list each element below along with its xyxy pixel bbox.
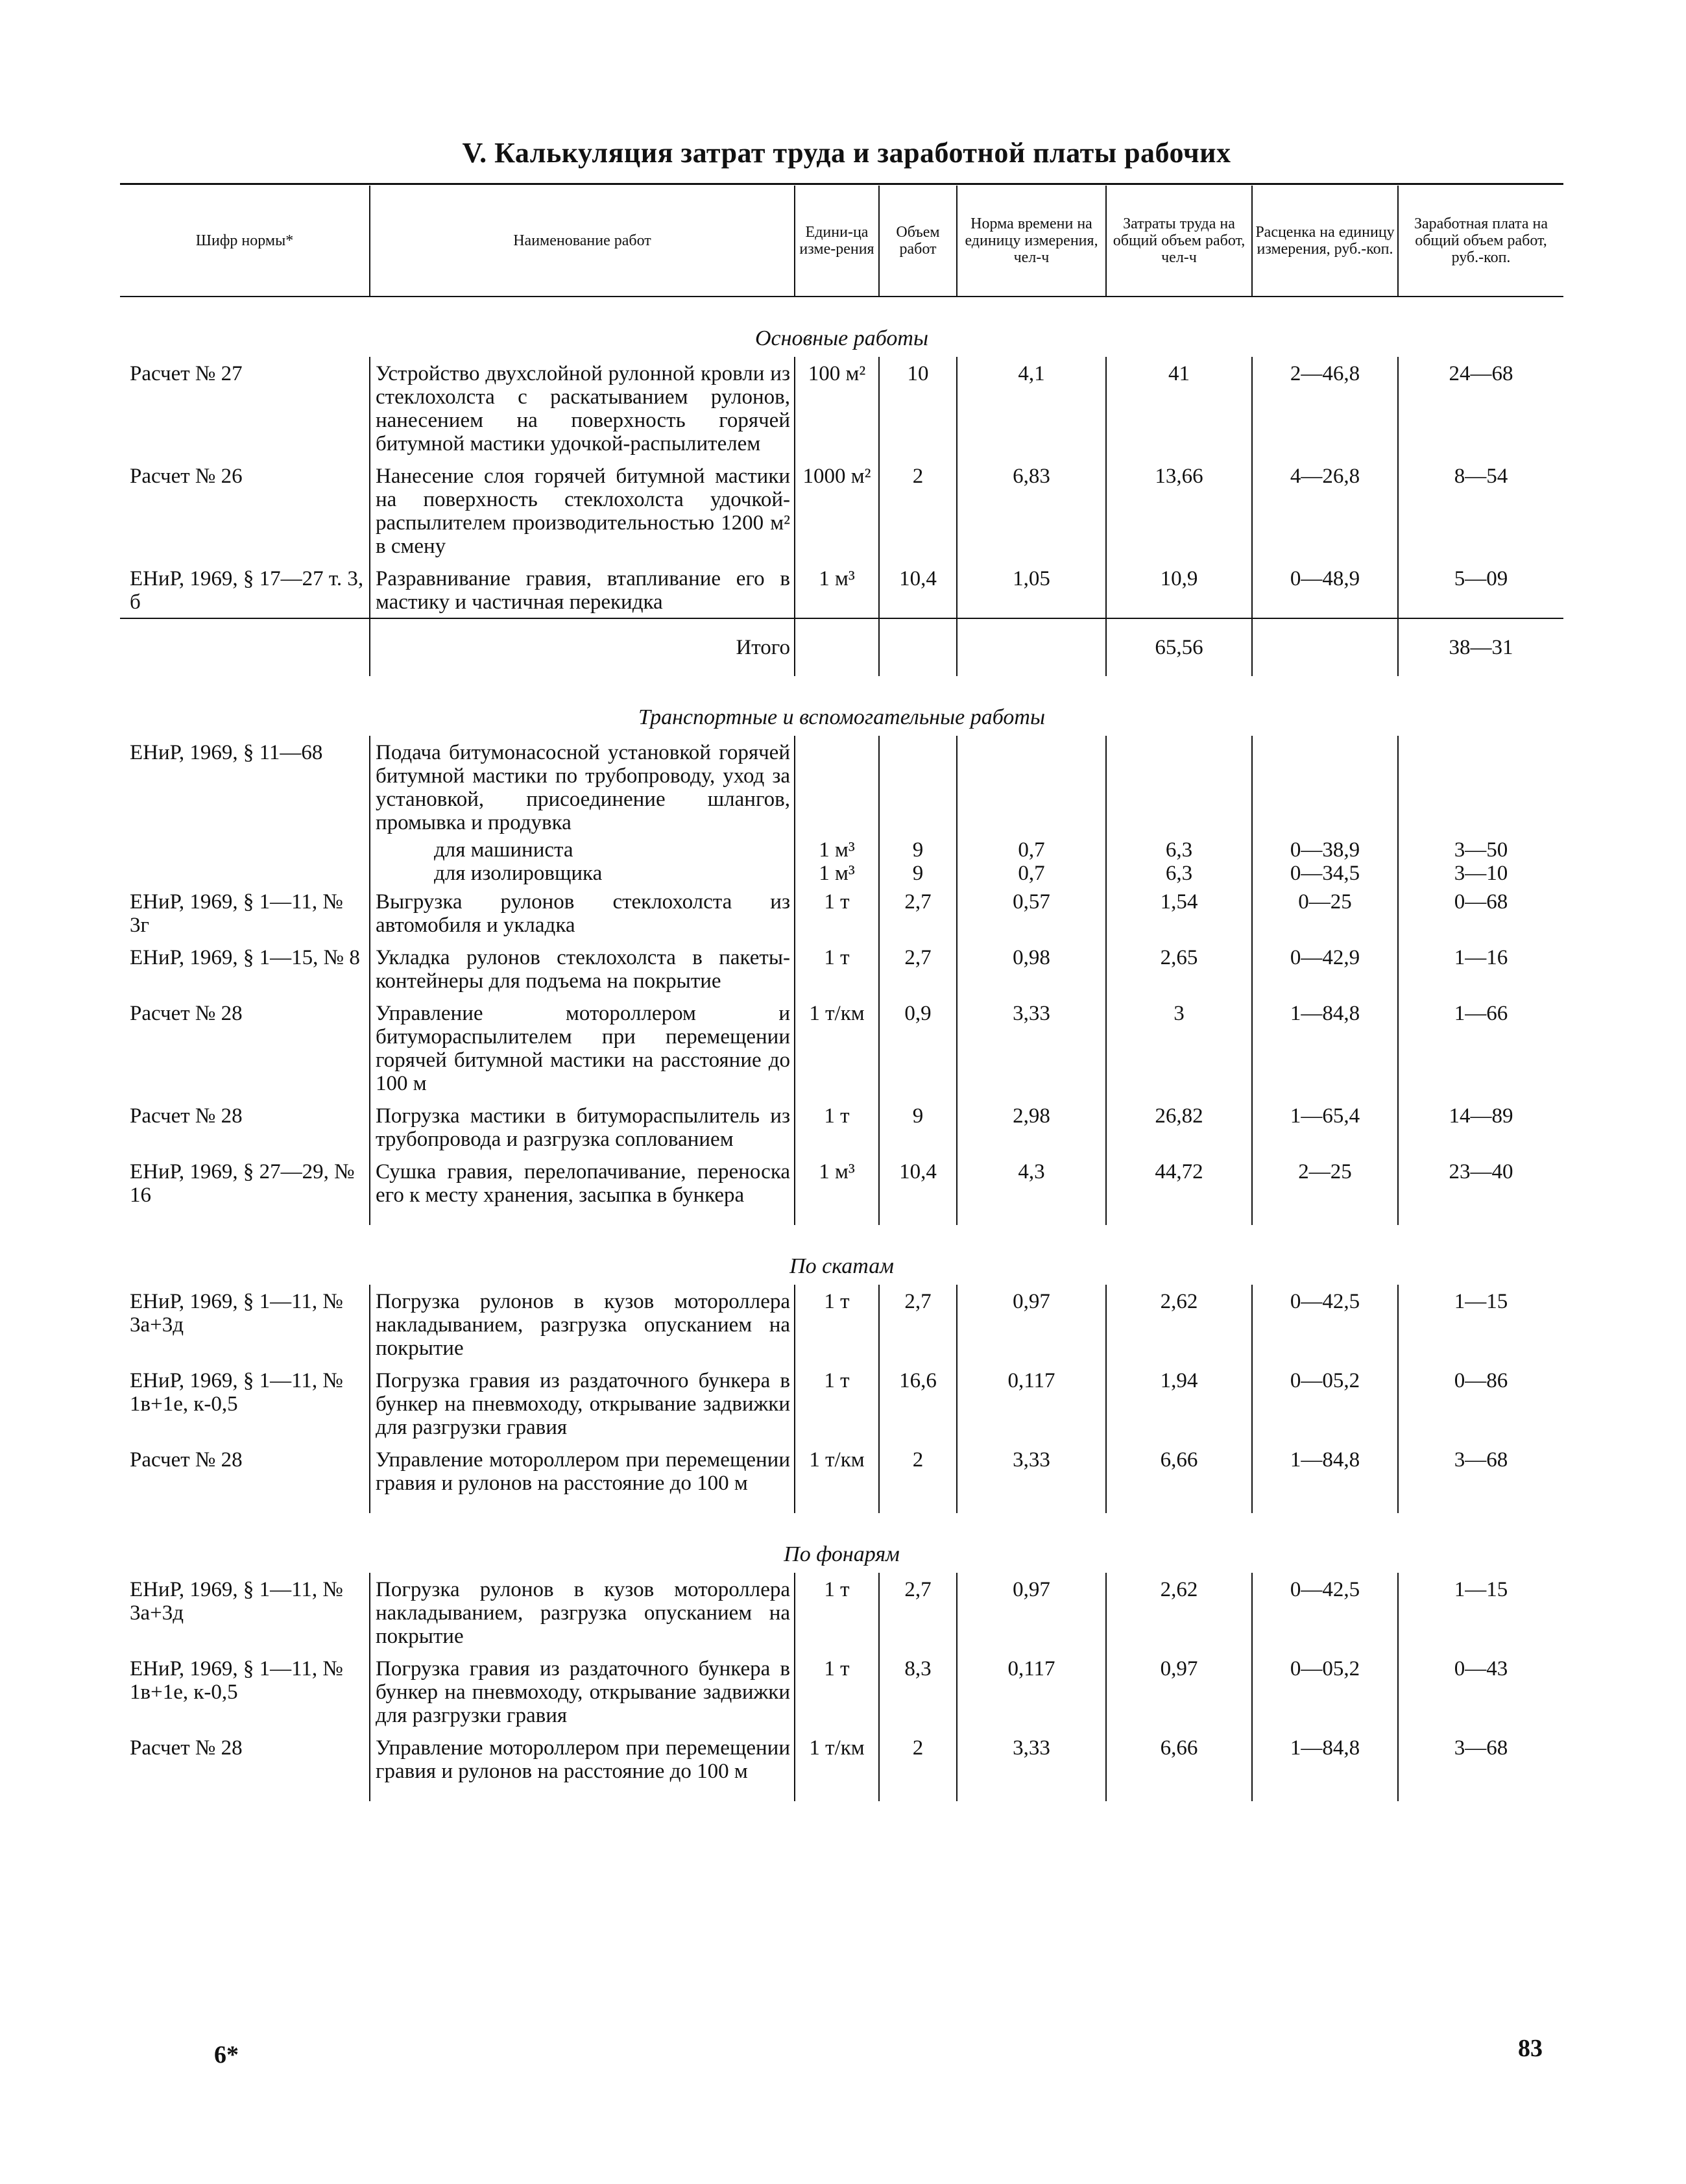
cell-wage: 1—66: [1398, 997, 1563, 1099]
cell-labor: 2,62: [1106, 1285, 1252, 1364]
table-row: [120, 736, 1563, 838]
cell-unit: 1 т/км: [795, 997, 879, 1099]
cell-unit: [795, 736, 879, 838]
cell-norm: 2,98: [957, 1099, 1106, 1155]
spacer-cell: [1398, 1787, 1563, 1801]
table-row: [120, 1364, 1563, 1443]
cell-rate: 0—48,9: [1252, 562, 1398, 618]
cell-wage: 1—16: [1398, 941, 1563, 997]
cell-norm: 6,83: [957, 459, 1106, 562]
section-heading-row: [120, 1513, 1563, 1573]
spacer-cell: [957, 1211, 1106, 1225]
cell-rate: 0—38,9: [1252, 838, 1398, 862]
total-empty: [120, 618, 370, 676]
spacer-cell: [120, 1211, 370, 1225]
work-name: [370, 941, 795, 997]
cell-norm: 0,97: [957, 1573, 1106, 1652]
page-title: V. Калькуляция затрат труда и заработной платы рабочих: [462, 137, 1231, 169]
work-name: [370, 885, 795, 941]
norm-code: Расчет № 28: [130, 1104, 243, 1128]
cell-rate: 1—65,4: [1252, 1099, 1398, 1155]
cell-unit: 1 т: [795, 941, 879, 997]
cell-labor: 6,66: [1106, 1731, 1252, 1787]
cell-labor: 0,97: [1106, 1652, 1252, 1731]
spacer-cell: [957, 1499, 1106, 1513]
cell-unit: 1 т: [795, 1573, 879, 1652]
table-row: [120, 862, 1563, 885]
cell-wage: 3—50: [1398, 838, 1563, 862]
cell-unit: 1 т: [795, 1099, 879, 1155]
spacer-cell: [370, 1211, 795, 1225]
cell-wage: 3—68: [1398, 1731, 1563, 1787]
work-text: Подача битумонасосной установкой горячей битумной мастики по трубопроводу, уход за установкой, присоединение шлангов, промывка и продувка: [376, 741, 790, 834]
cell-rate: 1—84,8: [1252, 997, 1398, 1099]
work-text: Погрузка рулонов в кузов мотороллера накладыванием, разгрузка опусканием на покрытие: [376, 1290, 790, 1360]
cell-norm: 3,33: [957, 1443, 1106, 1499]
section-heading: Транспортные и вспомогательные работы: [638, 705, 1045, 729]
spacer-cell: [1398, 1499, 1563, 1513]
work-text: Сушка гравия, перелопачивание, переноска его к месту хранения, засыпка в бункера: [376, 1160, 790, 1207]
header-work: Наименование работ: [370, 186, 795, 297]
header-wage: Заработная плата на общий объем работ, руб.-коп.: [1398, 186, 1563, 297]
cell-volume: [879, 736, 957, 838]
cell-labor: 10,9: [1106, 562, 1252, 618]
norm-code: Расчет № 28: [130, 1736, 243, 1760]
cell-labor: 6,66: [1106, 1443, 1252, 1499]
spacer-cell: [879, 1787, 957, 1801]
cell-rate: 0—34,5: [1252, 862, 1398, 885]
work-name: [370, 1099, 795, 1155]
cell-norm: 1,05: [957, 562, 1106, 618]
total-row: [120, 618, 1563, 676]
total-norm: [957, 618, 1106, 676]
work-name: [370, 562, 795, 618]
spacer-cell: [795, 1211, 879, 1225]
work-name: [370, 1731, 795, 1787]
cell-wage: 14—89: [1398, 1099, 1563, 1155]
cell-wage: 0—43: [1398, 1652, 1563, 1731]
cell-volume: 10: [879, 357, 957, 459]
cell-unit: 1 м³: [795, 1155, 879, 1211]
work-name: [370, 1652, 795, 1731]
cell-labor: 26,82: [1106, 1099, 1252, 1155]
cell-wage: 5—09: [1398, 562, 1563, 618]
spacer-row: [120, 1787, 1563, 1801]
norm-code: ЕНиР, 1969, § 17—27 т. 3, б: [130, 567, 364, 614]
cell-norm: 4,3: [957, 1155, 1106, 1211]
spacer-cell: [120, 1499, 370, 1513]
norm-code: [120, 862, 370, 885]
cell-rate: 0—42,5: [1252, 1573, 1398, 1652]
cell-wage: 0—68: [1398, 885, 1563, 941]
spacer-cell: [795, 1787, 879, 1801]
cell-unit: 1 т/км: [795, 1731, 879, 1787]
table-row: [120, 1155, 1563, 1211]
work-text: Управление мотороллером при перемещении гравия и рулонов на расстояние до 100 м: [376, 1448, 790, 1495]
spacer-cell: [1398, 1211, 1563, 1225]
cell-volume: 2,7: [879, 1285, 957, 1364]
header-labor: Затраты труда на общий объем работ, чел-ч: [1106, 186, 1252, 297]
work-text: Разравнивание гравия, втапливание его в мастику и частичная перекидка: [376, 567, 790, 614]
section-heading: По скатам: [789, 1254, 894, 1278]
table-row: [120, 562, 1563, 618]
section-heading-row: [120, 297, 1563, 357]
total-labor: 65,56: [1106, 618, 1252, 676]
cell-unit: 1 м³: [795, 862, 879, 885]
work-text: Устройство двухслойной рулонной кровли из стеклохолста с раскатыванием рулонов, нанесением на поверхность горячей битумной мастики удочкой-распылителем: [376, 362, 790, 455]
table-row: [120, 1731, 1563, 1787]
cell-rate: 4—26,8: [1252, 459, 1398, 562]
cell-norm: 0,98: [957, 941, 1106, 997]
work-text: Управление мотороллером при перемещении гравия и рулонов на расстояние до 100 м: [376, 1736, 790, 1783]
cell-labor: 6,3: [1106, 838, 1252, 862]
cell-unit: 100 м²: [795, 357, 879, 459]
work-name: [370, 838, 795, 862]
total-rate: [1252, 618, 1398, 676]
cell-norm: 0,117: [957, 1364, 1106, 1443]
spacer-cell: [1106, 1499, 1252, 1513]
table-row: [120, 459, 1563, 562]
cell-rate: 0—42,5: [1252, 1285, 1398, 1364]
work-text: для машиниста: [434, 838, 573, 862]
work-name: [370, 459, 795, 562]
work-name: [370, 357, 795, 459]
cell-norm: 3,33: [957, 997, 1106, 1099]
table-row: [120, 838, 1563, 862]
work-name: [370, 997, 795, 1099]
work-text: для изолировщика: [434, 862, 603, 885]
cell-unit: 1 т: [795, 1364, 879, 1443]
cell-wage: 1—15: [1398, 1285, 1563, 1364]
work-name: [370, 1155, 795, 1211]
cell-volume: 2: [879, 1731, 957, 1787]
work-text: Укладка рулонов стеклохолста в пакеты-контейнеры для подъема на покрытие: [376, 946, 790, 993]
norm-code: ЕНиР, 1969, § 1—11, № 3а+3д: [130, 1290, 343, 1337]
cell-unit: 1 т: [795, 1285, 879, 1364]
work-name: [370, 1573, 795, 1652]
total-unit: [795, 618, 879, 676]
table-row: [120, 1443, 1563, 1499]
norm-code: ЕНиР, 1969, § 11—68: [130, 741, 323, 764]
norm-code: ЕНиР, 1969, § 1—15, № 8: [130, 946, 360, 969]
norm-code: ЕНиР, 1969, § 1—11, № 3а+3д: [130, 1578, 343, 1625]
table-body: [120, 297, 1563, 1801]
norm-code: ЕНиР, 1969, § 1—11, № 1в+1е, к-0,5: [130, 1369, 343, 1416]
norm-code: ЕНиР, 1969, § 27—29, № 16: [130, 1160, 355, 1207]
norm-code: Расчет № 28: [130, 1002, 243, 1025]
cell-labor: 2,62: [1106, 1573, 1252, 1652]
cell-volume: 2,7: [879, 1573, 957, 1652]
cell-wage: 23—40: [1398, 1155, 1563, 1211]
spacer-cell: [795, 1499, 879, 1513]
calculation-table: [120, 186, 1563, 1801]
cell-volume: 9: [879, 838, 957, 862]
norm-code: ЕНиР, 1969, § 1—11, № 3г: [130, 890, 343, 937]
work-text: Погрузка гравия из раздаточного бункера в бункер на пневмоходу, открывание задвижки для разгрузки гравия: [376, 1369, 790, 1439]
footer-signature-mark: 6*: [214, 2041, 239, 2069]
spacer-cell: [957, 1787, 1106, 1801]
cell-labor: 41: [1106, 357, 1252, 459]
section-heading-row: [120, 1225, 1563, 1285]
work-text: Выгрузка рулонов стеклохолста из автомобиля и укладка: [376, 890, 790, 937]
header-code: Шифр нормы*: [120, 186, 370, 297]
top-rule: [120, 183, 1563, 185]
spacer-cell: [1252, 1499, 1398, 1513]
cell-rate: 0—05,2: [1252, 1364, 1398, 1443]
cell-rate: 0—25: [1252, 885, 1398, 941]
spacer-cell: [879, 1211, 957, 1225]
table-row: [120, 1099, 1563, 1155]
cell-unit: 1 м³: [795, 562, 879, 618]
cell-unit: 1 т: [795, 1652, 879, 1731]
cell-rate: 0—42,9: [1252, 941, 1398, 997]
section-heading-row: [120, 676, 1563, 736]
cell-volume: 2: [879, 459, 957, 562]
header-norm: Норма времени на единицу измерения, чел-ч: [957, 186, 1106, 297]
cell-wage: 24—68: [1398, 357, 1563, 459]
cell-volume: 9: [879, 1099, 957, 1155]
work-text: Погрузка рулонов в кузов мотороллера накладыванием, разгрузка опусканием на покрытие: [376, 1578, 790, 1648]
header-rate: Расценка на единицу измерения, руб.-коп.: [1252, 186, 1398, 297]
spacer-cell: [370, 1499, 795, 1513]
cell-norm: 0,117: [957, 1652, 1106, 1731]
work-name: [370, 1443, 795, 1499]
cell-volume: 8,3: [879, 1652, 957, 1731]
cell-rate: 1—84,8: [1252, 1443, 1398, 1499]
spacer-cell: [1106, 1787, 1252, 1801]
section-heading: По фонарям: [784, 1542, 900, 1566]
cell-volume: 2,7: [879, 885, 957, 941]
cell-unit: 1 т: [795, 885, 879, 941]
header-unit: Едини-ца изме-рения: [795, 186, 879, 297]
cell-volume: 10,4: [879, 562, 957, 618]
work-name: [370, 736, 795, 838]
section-heading: Основные работы: [755, 326, 928, 350]
cell-volume: 10,4: [879, 1155, 957, 1211]
cell-wage: [1398, 736, 1563, 838]
cell-rate: [1252, 736, 1398, 838]
cell-wage: 1—15: [1398, 1573, 1563, 1652]
cell-labor: 3: [1106, 997, 1252, 1099]
work-name: [370, 862, 795, 885]
table-row: [120, 885, 1563, 941]
norm-code: ЕНиР, 1969, § 1—11, № 1в+1е, к-0,5: [130, 1657, 343, 1704]
total-volume: [879, 618, 957, 676]
cell-wage: 0—86: [1398, 1364, 1563, 1443]
cell-norm: 3,33: [957, 1731, 1106, 1787]
table-row: [120, 1285, 1563, 1364]
cell-norm: 0,7: [957, 838, 1106, 862]
cell-rate: 0—05,2: [1252, 1652, 1398, 1731]
spacer-cell: [120, 1787, 370, 1801]
cell-volume: 16,6: [879, 1364, 957, 1443]
page-number: 83: [1518, 2035, 1543, 2062]
spacer-row: [120, 1211, 1563, 1225]
work-text: Погрузка гравия из раздаточного бункера в бункер на пневмоходу, открывание задвижки для разгрузки гравия: [376, 1657, 790, 1727]
cell-volume: 2,7: [879, 941, 957, 997]
spacer-cell: [1252, 1787, 1398, 1801]
norm-code: Расчет № 27: [130, 362, 243, 385]
total-wage: 38—31: [1398, 618, 1563, 676]
work-name: [370, 1364, 795, 1443]
cell-rate: 2—46,8: [1252, 357, 1398, 459]
cell-norm: [957, 736, 1106, 838]
table-row: [120, 997, 1563, 1099]
spacer-row: [120, 1499, 1563, 1513]
table-header-row: [120, 186, 1563, 297]
cell-wage: 3—68: [1398, 1443, 1563, 1499]
spacer-cell: [1106, 1211, 1252, 1225]
spacer-cell: [370, 1787, 795, 1801]
cell-wage: 8—54: [1398, 459, 1563, 562]
cell-labor: 2,65: [1106, 941, 1252, 997]
cell-wage: 3—10: [1398, 862, 1563, 885]
cell-labor: 6,3: [1106, 862, 1252, 885]
norm-code: Расчет № 28: [130, 1448, 243, 1472]
cell-norm: 0,97: [957, 1285, 1106, 1364]
cell-unit: 1 м³: [795, 838, 879, 862]
cell-norm: 0,57: [957, 885, 1106, 941]
cell-volume: 2: [879, 1443, 957, 1499]
cell-labor: 1,54: [1106, 885, 1252, 941]
cell-norm: 0,7: [957, 862, 1106, 885]
work-text: Погрузка мастики в битумораспылитель из трубопровода и разгрузка соплованием: [376, 1104, 790, 1151]
table-row: [120, 357, 1563, 459]
cell-rate: 1—84,8: [1252, 1731, 1398, 1787]
table-row: [120, 1652, 1563, 1731]
cell-labor: [1106, 736, 1252, 838]
header-volume: Объем работ: [879, 186, 957, 297]
cell-norm: 4,1: [957, 357, 1106, 459]
cell-volume: 9: [879, 862, 957, 885]
norm-code: [120, 838, 370, 862]
cell-volume: 0,9: [879, 997, 957, 1099]
table-row: [120, 1573, 1563, 1652]
cell-labor: 13,66: [1106, 459, 1252, 562]
cell-unit: 1 т/км: [795, 1443, 879, 1499]
work-name: [370, 1285, 795, 1364]
spacer-cell: [879, 1499, 957, 1513]
spacer-cell: [1252, 1211, 1398, 1225]
cell-labor: 1,94: [1106, 1364, 1252, 1443]
cell-rate: 2—25: [1252, 1155, 1398, 1211]
work-text: Управление мотороллером и битумораспылителем при перемещении горячей битумной мастики на расстояние до 100 м: [376, 1002, 790, 1095]
cell-labor: 44,72: [1106, 1155, 1252, 1211]
cell-unit: 1000 м²: [795, 459, 879, 562]
table-row: [120, 941, 1563, 997]
total-label: Итого: [370, 618, 795, 676]
work-text: Нанесение слоя горячей битумной мастики на поверхность стеклохолста удочкой-распылителем производительностью 1200 м² в смену: [376, 465, 790, 558]
norm-code: Расчет № 26: [130, 465, 243, 488]
